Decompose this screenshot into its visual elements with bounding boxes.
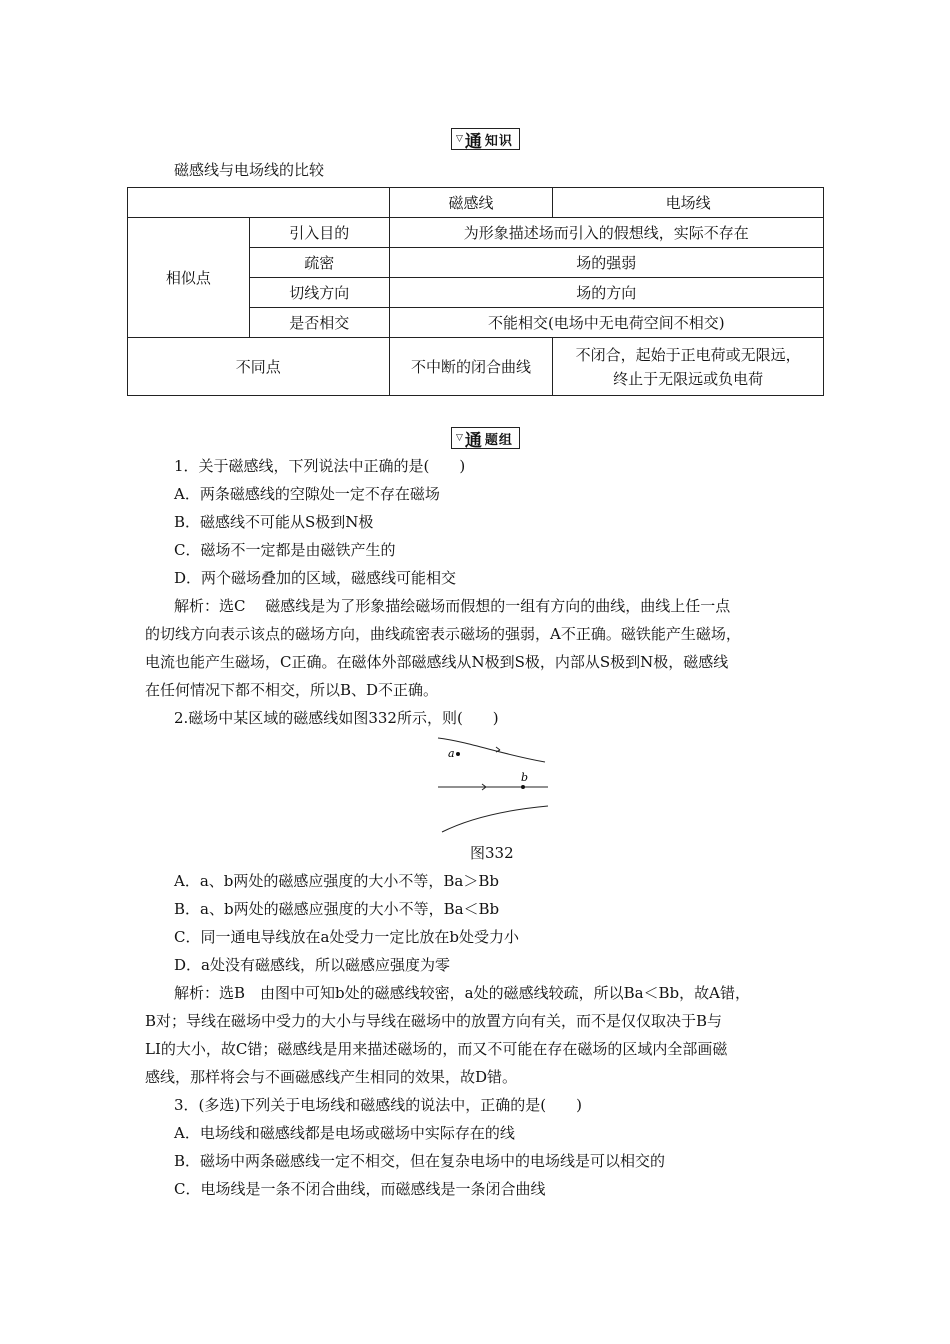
header-electric: 电场线	[553, 188, 824, 218]
figure-caption: 图332	[470, 844, 514, 862]
aspect-cell: 是否相交	[249, 308, 389, 338]
field-line-lower	[442, 806, 548, 832]
q2-option-b: B．a、b两处的磁感应强度的大小不等，Ba＜Bb	[174, 900, 500, 918]
q1-analysis-line: 解析：选C 磁感线是为了形象描绘磁场而假想的一组有方向的曲线，曲线上任一点	[174, 597, 731, 615]
triangle-icon: ▽	[456, 134, 463, 144]
badge-big-char: 通	[464, 430, 482, 451]
badge-big-char: 通	[464, 131, 482, 152]
section-badge-exercises	[451, 427, 520, 449]
q3-stem: 3．(多选)下列关于电场线和磁感线的说法中，正确的是( )	[174, 1096, 582, 1114]
q1-analysis-line: 电流也能产生磁场，C正确。在磁体外部磁感线从N极到S极，内部从S极到N极，磁感线	[145, 653, 729, 671]
table-caption: 磁感线与电场线的比较	[174, 161, 325, 179]
q1-analysis-line: 在任何情况下都不相交，所以B、D不正确。	[145, 681, 439, 699]
q1-option-a: A．两条磁感线的空隙处一定不存在磁场	[174, 485, 440, 503]
aspect-cell: 引入目的	[249, 218, 389, 248]
q2-analysis-line: 感线，那样将会与不画磁感线产生相同的效果，故D错。	[145, 1068, 518, 1086]
q3-option-c: C．电场线是一条不闭合曲线，而磁感线是一条闭合曲线	[174, 1180, 546, 1198]
value-cell: 为形象描述场而引入的假想线，实际不存在	[389, 218, 823, 248]
point-a-label: a	[448, 747, 455, 760]
different-electric	[553, 338, 824, 396]
aspect-cell: 切线方向	[249, 278, 389, 308]
arrow-upper	[496, 747, 500, 752]
q2-analysis-line: LI的大小，故C错；磁感线是用来描述磁场的，而又不可能在存在磁场的区域内全部画磁	[145, 1040, 728, 1058]
triangle-icon: ▽	[456, 433, 463, 443]
header-magnetic: 磁感线	[389, 188, 553, 218]
q1-option-b: B．磁感线不可能从S极到N极	[174, 513, 374, 531]
section-badge-knowledge	[451, 128, 520, 150]
magnetic-field-figure	[430, 732, 560, 836]
q3-option-a: A．电场线和磁感线都是电场或磁场中实际存在的线	[174, 1124, 515, 1142]
aspect-cell: 疏密	[249, 248, 389, 278]
q2-option-a: A．a、b两处的磁感应强度的大小不等，Ba＞Bb	[174, 872, 499, 890]
badge-label: 题组	[484, 432, 513, 448]
point-b-label: b	[521, 771, 529, 784]
q1-stem: 1．关于磁感线，下列说法中正确的是( )	[174, 457, 466, 475]
point-b-dot	[521, 785, 525, 789]
point-a-dot	[456, 752, 460, 756]
similar-label: 相似点	[128, 218, 250, 338]
q2-stem: 2.磁场中某区域的磁感线如图332所示，则( )	[174, 709, 499, 727]
badge-label: 知识	[484, 133, 513, 149]
value-cell: 不能相交(电场中无电荷空间不相交)	[389, 308, 823, 338]
q2-option-c: C．同一通电导线放在a处受力一定比放在b处受力小	[174, 928, 520, 946]
table-corner-cell	[128, 188, 390, 218]
q1-option-c: C．磁场不一定都是由磁铁产生的	[174, 541, 396, 559]
different-label: 不同点	[128, 338, 390, 396]
different-magnetic: 不中断的闭合曲线	[389, 338, 553, 396]
q2-option-d: D．a处没有磁感线，所以磁感应强度为零	[174, 956, 450, 974]
value-cell: 场的方向	[389, 278, 823, 308]
q1-option-d: D．两个磁场叠加的区域，磁感线可能相交	[174, 569, 457, 587]
q2-analysis-line: 解析：选B 由图中可知b处的磁感线较密，a处的磁感线较疏，所以Ba＜Bb，故A错，	[174, 984, 750, 1002]
different-electric-line2: 终止于无限远或负电荷	[613, 369, 764, 388]
comparison-table	[127, 187, 824, 396]
q3-option-b: B．磁场中两条磁感线一定不相交，但在复杂电场中的电场线是可以相交的	[174, 1152, 666, 1170]
different-electric-line1: 不闭合，起始于正电荷或无限远，	[575, 345, 801, 364]
value-cell: 场的强弱	[389, 248, 823, 278]
q1-analysis-line: 的切线方向表示该点的磁场方向，曲线疏密表示磁场的强弱，A不正确。磁铁能产生磁场，	[145, 625, 741, 643]
q2-analysis-line: B对；导线在磁场中受力的大小与导线在磁场中的放置方向有关，而不是仅仅取决于B与	[145, 1012, 723, 1030]
